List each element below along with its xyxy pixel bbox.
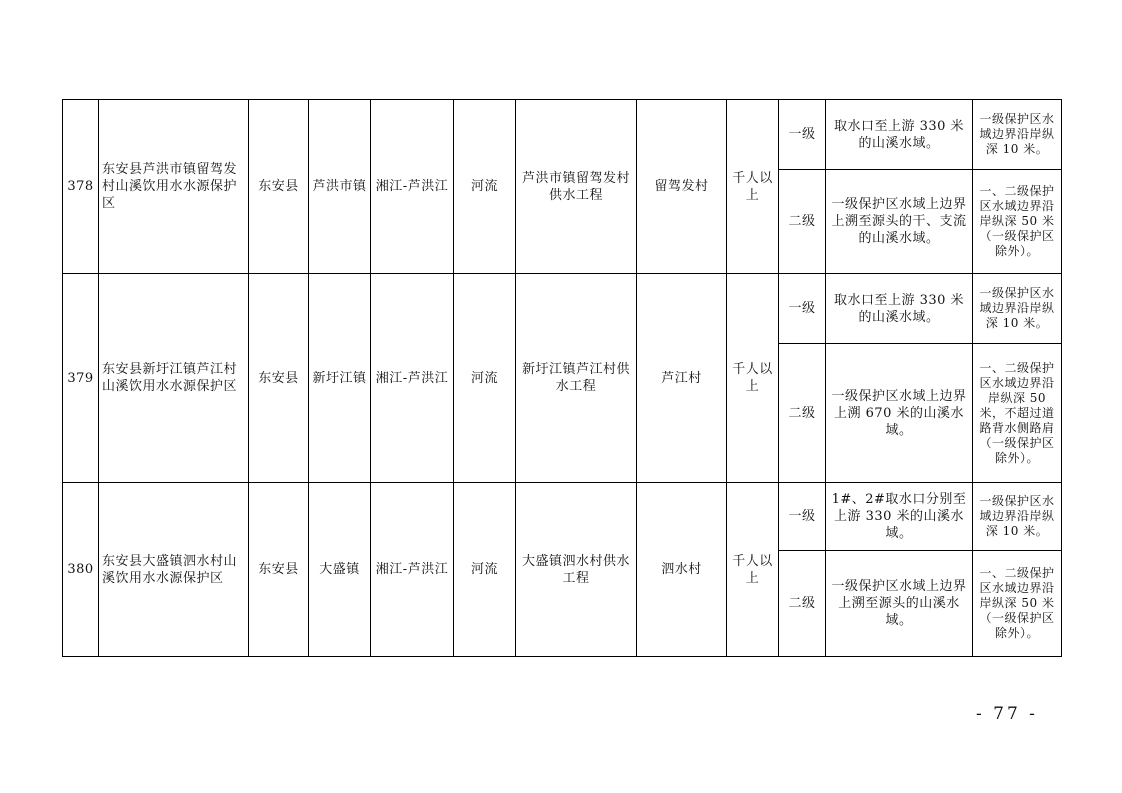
basin: 湘江-芦洪江 bbox=[371, 100, 454, 274]
water-area-scope: 一级保护区水域上边界上溯至源头的干、支流的山溪水域。 bbox=[826, 170, 973, 274]
row-number: 378 bbox=[63, 100, 99, 274]
water-area-scope: 一级保护区水域上边界上溯 670 米的山溪水域。 bbox=[826, 344, 973, 483]
service-scale: 千人以上 bbox=[727, 100, 779, 274]
protection-level: 一级 bbox=[779, 100, 826, 170]
land-area-scope: 一级保护区水域边界沿岸纵深 10 米。 bbox=[973, 483, 1062, 551]
county: 东安县 bbox=[249, 483, 309, 657]
zone-name: 东安县大盛镇泗水村山溪饮用水水源保护区 bbox=[99, 483, 249, 657]
town: 大盛镇 bbox=[309, 483, 371, 657]
basin: 湘江-芦洪江 bbox=[371, 274, 454, 483]
water-type: 河流 bbox=[454, 100, 516, 274]
town: 新圩江镇 bbox=[309, 274, 371, 483]
supply-project: 大盛镇泗水村供水工程 bbox=[516, 483, 637, 657]
water-area-scope: 取水口至上游 330 米的山溪水域。 bbox=[826, 100, 973, 170]
village: 泗水村 bbox=[637, 483, 727, 657]
protection-level: 二级 bbox=[779, 170, 826, 274]
land-area-scope: 一级保护区水域边界沿岸纵深 10 米。 bbox=[973, 100, 1062, 170]
water-area-scope: 一级保护区水域上边界上溯至源头的山溪水域。 bbox=[826, 551, 973, 657]
table-row bbox=[63, 100, 1062, 170]
zone-name: 东安县新圩江镇芦江村山溪饮用水水源保护区 bbox=[99, 274, 249, 483]
row-number: 379 bbox=[63, 274, 99, 483]
protection-level: 二级 bbox=[779, 344, 826, 483]
water-type: 河流 bbox=[454, 483, 516, 657]
row-number: 380 bbox=[63, 483, 99, 657]
water-area-scope: 取水口至上游 330 米的山溪水域。 bbox=[826, 274, 973, 344]
water-area-scope: 1#、2#取水口分别至上游 330 米的山溪水域。 bbox=[826, 483, 973, 551]
protection-zone-table bbox=[62, 99, 1062, 657]
protection-level: 二级 bbox=[779, 551, 826, 657]
land-area-scope: 一级保护区水域边界沿岸纵深 10 米。 bbox=[973, 274, 1062, 344]
supply-project: 新圩江镇芦江村供水工程 bbox=[516, 274, 637, 483]
zone-name: 东安县芦洪市镇留驾发村山溪饮用水水源保护区 bbox=[99, 100, 249, 274]
page-number: - 77 - bbox=[976, 704, 1038, 724]
county: 东安县 bbox=[249, 274, 309, 483]
table-row bbox=[63, 483, 1062, 551]
land-area-scope: 一、二级保护区水域边界沿岸纵深 50 米（一级保护区除外）。 bbox=[973, 551, 1062, 657]
basin: 湘江-芦洪江 bbox=[371, 483, 454, 657]
service-scale: 千人以上 bbox=[727, 274, 779, 483]
land-area-scope: 一、二级保护区水域边界沿岸纵深 50 米（一级保护区除外）。 bbox=[973, 170, 1062, 274]
table-row bbox=[63, 274, 1062, 344]
service-scale: 千人以上 bbox=[727, 483, 779, 657]
town: 芦洪市镇 bbox=[309, 100, 371, 274]
village: 芦江村 bbox=[637, 274, 727, 483]
land-area-scope: 一、二级保护区水域边界沿岸纵深 50 米，不超过道路背水侧路肩（一级保护区除外）。 bbox=[973, 344, 1062, 483]
supply-project: 芦洪市镇留驾发村供水工程 bbox=[516, 100, 637, 274]
county: 东安县 bbox=[249, 100, 309, 274]
village: 留驾发村 bbox=[637, 100, 727, 274]
protection-level: 一级 bbox=[779, 274, 826, 344]
water-type: 河流 bbox=[454, 274, 516, 483]
protection-level: 一级 bbox=[779, 483, 826, 551]
